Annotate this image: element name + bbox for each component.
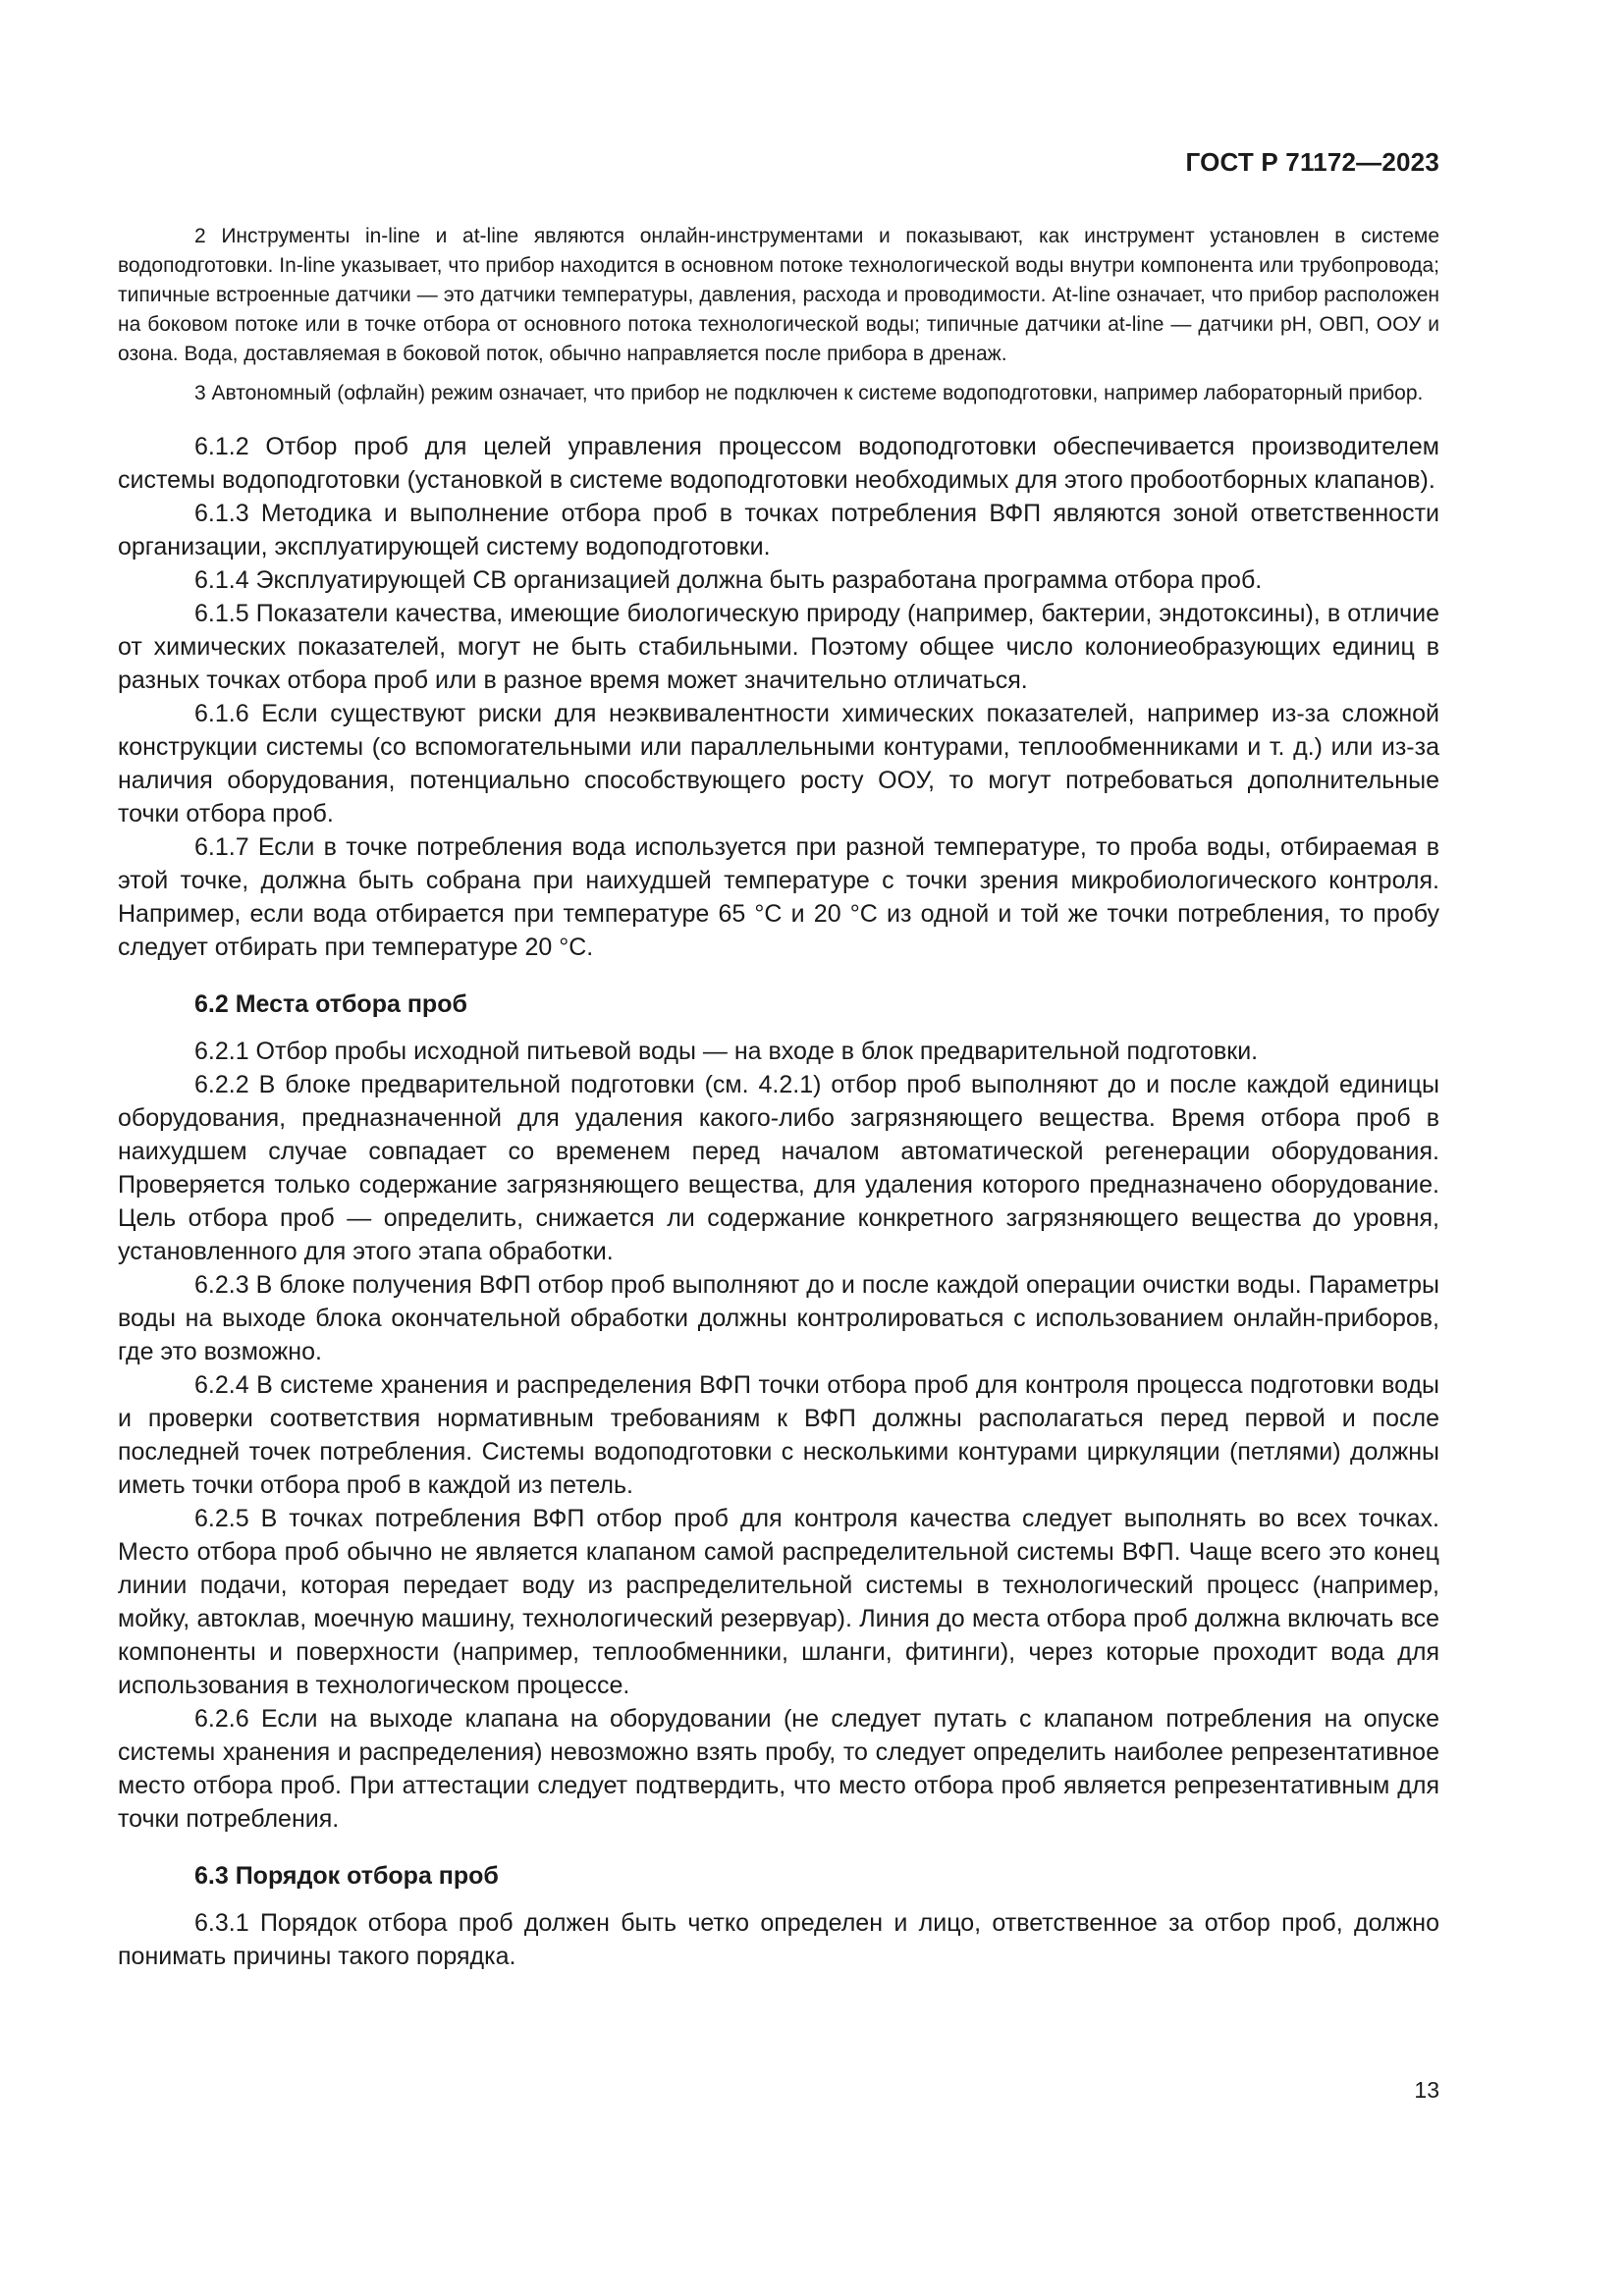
paragraph-6-1-6: 6.1.6 Если существуют риски для неэквивалентности химических показателей, например из-за сложной конструкции системы (со вспомогательными или параллельными контурами, теплообменниками и т. д.) или из-за наличия оборудования, потенциально способствующего росту ООУ, то могут потребоваться дополнительные точки отбора проб. — [118, 700, 1439, 828]
document-body — [118, 222, 1439, 1973]
paragraph-6-2-4: 6.2.4 В системе хранения и распределения ВФП точки отбора проб для контроля процесса подготовки воды и проверки соответствия нормативным требованиям к ВФП должны располагаться перед первой и после последней точек потребления. Системы водоподготовки с несколькими контурами циркуляции (петлями) должны иметь точки отбора проб в каждой из петель. — [118, 1371, 1439, 1499]
note-3: 3 Автономный (офлайн) режим означает, что прибор не подключен к системе водоподготовки, например лабораторный прибор. — [194, 382, 1424, 404]
paragraph-6-1-2: 6.1.2 Отбор проб для целей управления процессом водоподготовки обеспечивается производителем системы водоподготовки (установкой в системе водоподготовки необходимых для этого пробоотборных клапанов). — [118, 433, 1439, 494]
paragraph-6-2-6: 6.2.6 Если на выходе клапана на оборудовании (не следует путать с клапаном потребления на опуске системы хранения и распределения) невозможно взять пробу, то следует определить наиболее репрезентативное место отбора проб. При аттестации следует подтвердить, что место отбора проб является репрезентативным для точки потребления. — [118, 1705, 1439, 1833]
standard-id-header: ГОСТ Р 71172—2023 — [1185, 147, 1439, 177]
note-2: 2 Инструменты in-line и at-line являются онлайн-инструментами и показывают, как инструмент установлен в системе водоподготовки. In-line указывает, что прибор находится в основном потоке технологической воды внутри компонента или трубопровода; типичные встроенные датчики — это датчики температуры, давления, расхода и проводимости. At-line означает, что прибор расположен на боковом потоке или в точке отбора от основного потока технологической воды; типичные датчики at-line — датчики pH, ОВП, ООУ и озона. Вода, доставляемая в боковой поток, обычно направляется после прибора в дренаж. — [118, 225, 1439, 365]
page-number: 13 — [1414, 2077, 1439, 2103]
section-title-6-2: 6.2 Места отбора проб — [194, 990, 467, 1018]
paragraph-6-1-5: 6.1.5 Показатели качества, имеющие биологическую природу (например, бактерии, эндотоксины), в отличие от химических показателей, могут не быть стабильными. Поэтому общее число колониеобразующих единиц в разных точках отбора проб или в разное время может значительно отличаться. — [118, 600, 1439, 694]
paragraph-6-2-1: 6.2.1 Отбор пробы исходной питьевой воды — на входе в блок предварительной подготовки. — [194, 1038, 1259, 1065]
section-title-6-3: 6.3 Порядок отбора проб — [194, 1862, 499, 1890]
paragraph-6-2-2: 6.2.2 В блоке предварительной подготовки (см. 4.2.1) отбор проб выполняют до и после каждой единицы оборудования, предназначенной для удаления какого-либо загрязняющего вещества. Время отбора проб в наихудшем случае совпадает со временем перед началом автоматической регенерации оборудования. Проверяется только содержание загрязняющего вещества, для удаления которого предназначено оборудование. Цель отбора проб — определить, снижается ли содержание конкретного загрязняющего вещества до уровня, установленного для этого этапа обработки. — [118, 1071, 1439, 1265]
paragraph-6-2-3: 6.2.3 В блоке получения ВФП отбор проб выполняют до и после каждой операции очистки воды. Параметры воды на выходе блока окончательной обработки должны контролироваться с использованием онлайн-приборов, где это возможно. — [118, 1271, 1439, 1365]
paragraph-6-1-4: 6.1.4 Эксплуатирующей СВ организацией должна быть разработана программа отбора проб. — [194, 566, 1263, 594]
paragraph-6-3-1: 6.3.1 Порядок отбора проб должен быть четко определен и лицо, ответственное за отбор проб, должно понимать причины такого порядка. — [118, 1909, 1439, 1970]
paragraph-6-1-3: 6.1.3 Методика и выполнение отбора проб в точках потребления ВФП являются зоной ответственности организации, эксплуатирующей систему водоподготовки. — [118, 500, 1439, 561]
paragraph-6-2-5: 6.2.5 В точках потребления ВФП отбор проб для контроля качества следует выполнять во всех точках. Место отбора проб обычно не является клапаном самой распределительной системы ВФП. Чаще всего это конец линии подачи, которая передает воду из распределительной системы в технологический процесс (например, мойку, автоклав, моечную машину, технологический резервуар). Линия до места отбора проб должна включать все компоненты и поверхности (например, теплообменники, шланги, фитинги), через которые проходит вода для использования в технологическом процессе. — [118, 1505, 1439, 1699]
paragraph-6-1-7: 6.1.7 Если в точке потребления вода используется при разной температуре, то проба воды, отбираемая в этой точке, должна быть собрана при наихудшей температуре с точки зрения микробиологического контроля. Например, если вода отбирается при температуре 65 °С и 20 °С из одной и той же точки потребления, то пробу следует отбирать при температуре 20 °С. — [118, 833, 1439, 961]
